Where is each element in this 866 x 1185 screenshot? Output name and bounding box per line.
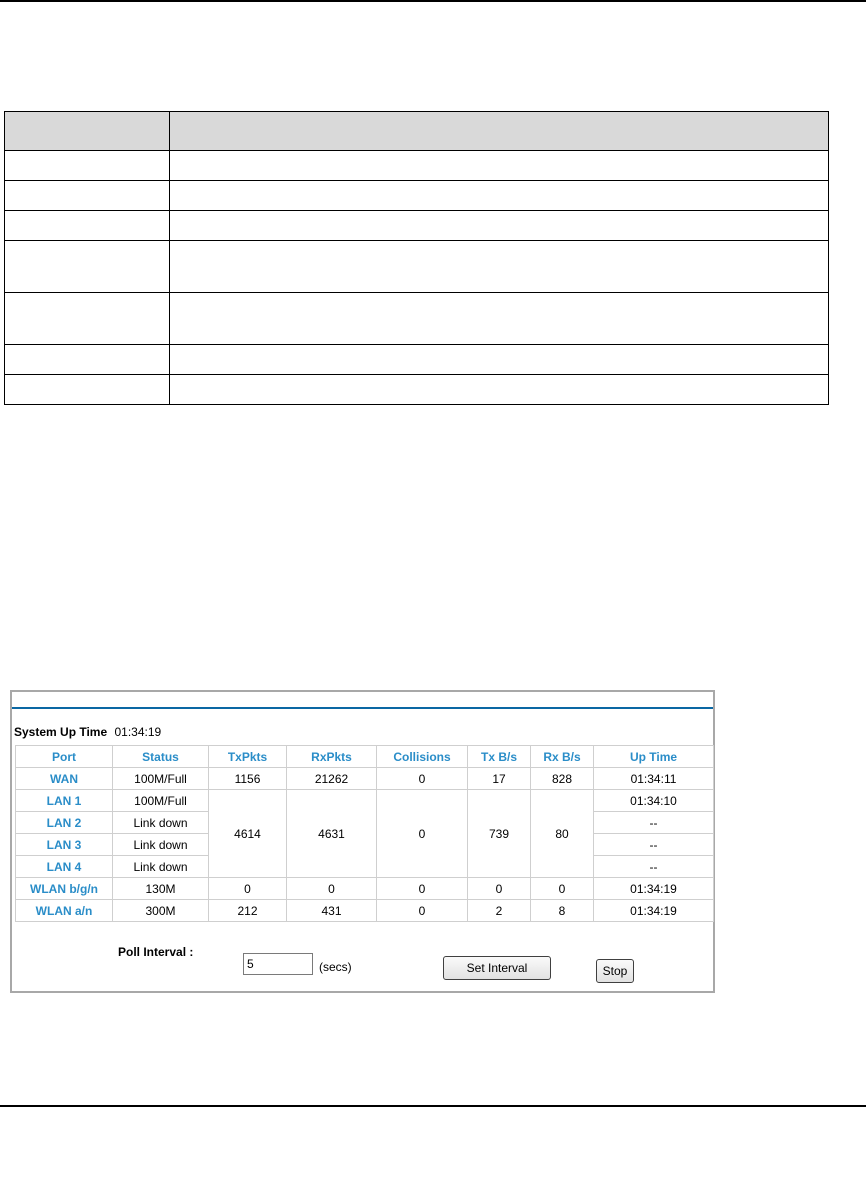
rxpkts-cell: 431 — [287, 900, 377, 922]
collisions-cell: 0 — [377, 878, 468, 900]
lan-txpkts-cell: 4614 — [209, 790, 287, 878]
system-up-time-label: System Up Time — [14, 725, 108, 739]
port-cell: LAN 3 — [16, 834, 113, 856]
column-header-rx-bs: Rx B/s — [531, 746, 594, 768]
txpkts-cell: 0 — [209, 878, 287, 900]
column-header-collisions: Collisions — [377, 746, 468, 768]
table-header-row — [5, 112, 829, 151]
document-table — [4, 111, 829, 405]
table-row — [5, 241, 829, 293]
status-cell: Link down — [113, 856, 209, 878]
collisions-cell: 0 — [377, 768, 468, 790]
table-row — [16, 790, 714, 812]
table-row — [5, 211, 829, 241]
status-cell: 300M — [113, 900, 209, 922]
port-cell: WLAN b/g/n — [16, 878, 113, 900]
panel-header-line — [12, 707, 713, 709]
table-row — [16, 900, 714, 922]
table-row — [5, 293, 829, 345]
up-time-cell: -- — [594, 834, 714, 856]
column-header-port: Port — [16, 746, 113, 768]
port-statistics-table — [15, 745, 714, 922]
poll-interval-input[interactable] — [243, 953, 313, 975]
poll-interval-units: (secs) — [319, 960, 352, 974]
txpkts-cell: 1156 — [209, 768, 287, 790]
up-time-cell: 01:34:10 — [594, 790, 714, 812]
up-time-cell: 01:34:19 — [594, 878, 714, 900]
router-statistics-panel — [10, 690, 715, 993]
status-cell: 100M/Full — [113, 768, 209, 790]
column-header-tx-bs: Tx B/s — [468, 746, 531, 768]
rx-bs-cell: 828 — [531, 768, 594, 790]
rxpkts-cell: 0 — [287, 878, 377, 900]
tx-bs-cell: 0 — [468, 878, 531, 900]
lan-rx-bs-cell: 80 — [531, 790, 594, 878]
port-cell: LAN 1 — [16, 790, 113, 812]
set-interval-button[interactable]: Set Interval — [443, 956, 551, 980]
table-row — [16, 768, 714, 790]
status-cell: 100M/Full — [113, 790, 209, 812]
header-cell — [5, 112, 170, 151]
header-cell — [170, 112, 829, 151]
system-up-time-value: 01:34:19 — [114, 725, 162, 739]
collisions-cell: 0 — [377, 900, 468, 922]
rx-bs-cell: 0 — [531, 878, 594, 900]
table-row — [5, 181, 829, 211]
column-header-up-time: Up Time — [594, 746, 714, 768]
system-up-time — [14, 725, 161, 739]
top-rule — [0, 0, 866, 2]
table-row — [5, 151, 829, 181]
poll-interval-label: Poll Interval : — [118, 945, 194, 959]
lan-tx-bs-cell: 739 — [468, 790, 531, 878]
rxpkts-cell: 21262 — [287, 768, 377, 790]
lan-rxpkts-cell: 4631 — [287, 790, 377, 878]
up-time-cell: -- — [594, 856, 714, 878]
tx-bs-cell: 2 — [468, 900, 531, 922]
port-cell: WAN — [16, 768, 113, 790]
port-cell: WLAN a/n — [16, 900, 113, 922]
column-header-txpkts: TxPkts — [209, 746, 287, 768]
up-time-cell: 01:34:11 — [594, 768, 714, 790]
txpkts-cell: 212 — [209, 900, 287, 922]
port-cell: LAN 4 — [16, 856, 113, 878]
column-header-status: Status — [113, 746, 209, 768]
status-cell: Link down — [113, 812, 209, 834]
rx-bs-cell: 8 — [531, 900, 594, 922]
up-time-cell: 01:34:19 — [594, 900, 714, 922]
up-time-cell: -- — [594, 812, 714, 834]
stats-header-row — [16, 746, 714, 768]
status-cell: 130M — [113, 878, 209, 900]
status-cell: Link down — [113, 834, 209, 856]
table-row — [5, 375, 829, 405]
table-row — [5, 345, 829, 375]
lan-collisions-cell: 0 — [377, 790, 468, 878]
column-header-rxpkts: RxPkts — [287, 746, 377, 768]
bottom-rule — [0, 1105, 866, 1107]
port-cell: LAN 2 — [16, 812, 113, 834]
stop-button[interactable]: Stop — [596, 959, 634, 983]
tx-bs-cell: 17 — [468, 768, 531, 790]
table-row — [16, 878, 714, 900]
